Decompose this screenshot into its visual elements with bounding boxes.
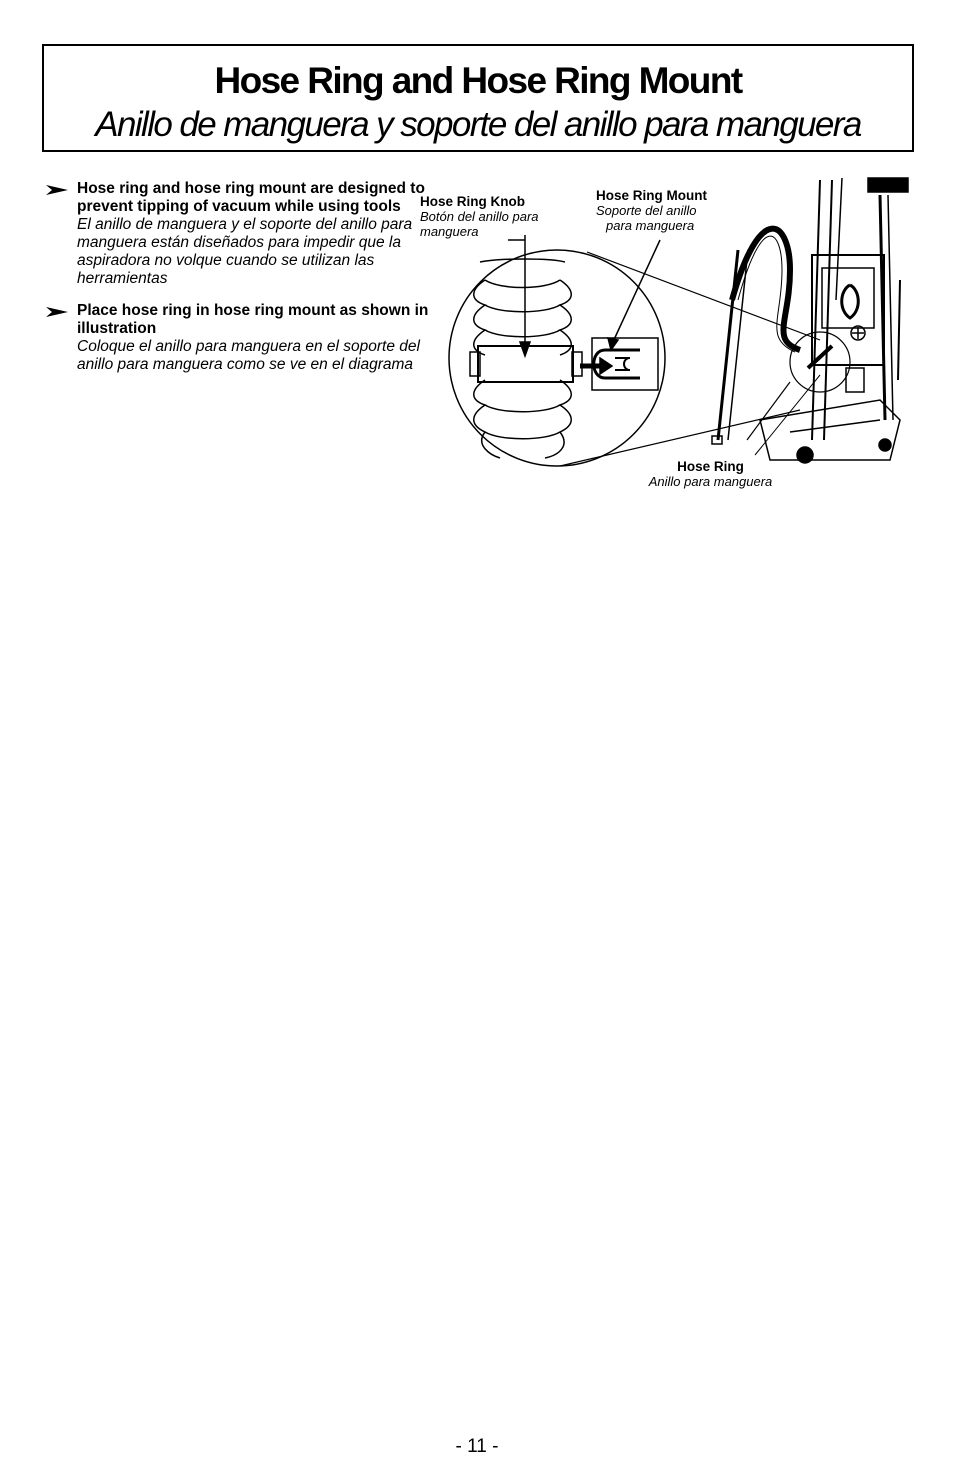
hose-ring-mount-label-es: Soporte del anillo xyxy=(596,203,697,218)
hose-ring-label-en: Hose Ring xyxy=(677,459,744,474)
instruction-text-es: El anillo de manguera y el soporte del anillo para manguera están diseñados para impedir que la aspiradora no volque cuando se utilizan las herramientas xyxy=(77,216,413,287)
page-title: Hose Ring and Hose Ring Mount xyxy=(214,60,742,101)
hose-ring-label xyxy=(628,459,793,489)
instruction-list xyxy=(42,180,437,388)
vacuum-cleaner-drawing xyxy=(712,178,908,463)
instruction-text-en: Hose ring and hose ring mount are designed to prevent tipping of vacuum while using tools xyxy=(77,180,425,215)
hose-ring-knob-label-es: Botón del anillo para xyxy=(420,209,539,224)
hose-ring-mount-label-es-2: para manguera xyxy=(606,218,695,233)
page-number: - 11 - xyxy=(455,1436,499,1457)
instruction-text-en: Place hose ring in hose ring mount as shown in illustration xyxy=(77,302,429,337)
list-item xyxy=(42,302,437,374)
arrowhead-bullet-icon xyxy=(46,185,68,195)
hose-ring-knob-label xyxy=(420,194,539,239)
hose-ring-mount-label-en: Hose Ring Mount xyxy=(596,188,707,203)
title-box xyxy=(42,44,914,152)
hose-ring-detail-circle xyxy=(449,235,820,466)
instruction-text-es: Coloque el anillo para manguera en el soporte del anillo para manguera como se ve en el diagrama xyxy=(77,338,420,373)
hose-ring-mount-label xyxy=(596,188,707,233)
hose-ring-label-es: Anillo para manguera xyxy=(648,474,773,489)
hose-ring-knob-label-en: Hose Ring Knob xyxy=(420,194,525,209)
hose-ring-knob-label-es-2: manguera xyxy=(420,224,479,239)
page-title-spanish: Anillo de manguera y soporte del anillo para manguera xyxy=(95,105,861,144)
list-item xyxy=(42,180,437,288)
arrowhead-bullet-icon xyxy=(46,307,68,317)
